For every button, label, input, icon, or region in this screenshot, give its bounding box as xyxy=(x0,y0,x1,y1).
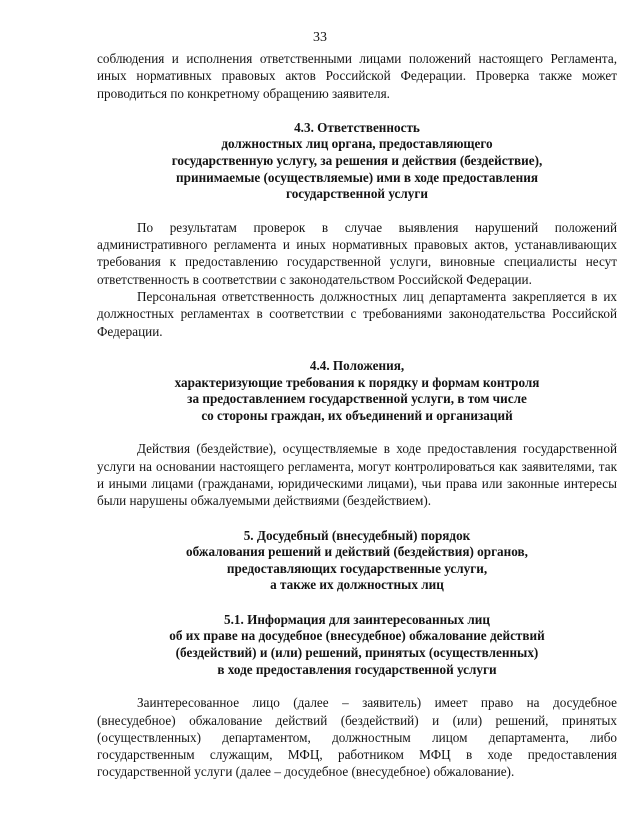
section-4-3-heading xyxy=(97,120,617,203)
heading-line: государственную услугу, за решения и действия (бездействие), xyxy=(171,153,543,169)
heading-line: а также их должностных лиц xyxy=(270,577,444,593)
heading-line: в ходе предоставления государственной услуги xyxy=(217,661,497,677)
heading-line: предоставляющих государственные услуги, xyxy=(226,560,488,576)
heading-line: 4.3. Ответственность xyxy=(294,119,420,135)
heading-line: обжалования решений и действий (бездействия) органов, xyxy=(186,544,528,560)
section-5-heading xyxy=(97,528,617,594)
section-4-4-heading xyxy=(97,358,617,424)
heading-line: (бездействий) и (или) решений, принятых (осуществленных) xyxy=(175,645,539,661)
heading-line: принимаемые (осуществляемые) ими в ходе предоставления xyxy=(176,169,538,185)
section-5-1-paragraph-1: Заинтересованное лицо (далее – заявитель) имеет право на досудебное (внесудебное) обжалование действий (бездействий) и (или) решений, принятых (осуществленных) департаментом, должностным лицом департамента, либо государственным служащим, МФЦ, работником МФЦ в ходе предоставления государственной услуги (далее – досудебное (внесудебное) обжалование). xyxy=(97,695,617,780)
page-number: 33 xyxy=(313,30,327,45)
heading-line: 5. Досудебный (внесудебный) порядок xyxy=(243,527,471,543)
heading-line: характеризующие требования к порядку и формам контроля xyxy=(174,374,540,390)
heading-line: об их праве на досудебное (внесудебное) обжалование действий xyxy=(169,628,545,644)
heading-line: 5.1. Информация для заинтересованных лиц xyxy=(224,611,490,627)
section-4-4-paragraph-1: Действия (бездействие), осуществляемые в ходе предоставления государственной услуги на основании настоящего регламента, могут контролироваться как заявителями, так и иными лицами (гражданами, юридическими лицами), чьи права или законные интересы были нарушены обжалуемыми действиями (бездействием). xyxy=(97,441,617,509)
section-4-3-paragraph-2: Персональная ответственность должностных лиц департамента закрепляется в их должностных регламентах в соответствии с требованиями законодательства Российской Федерации. xyxy=(97,289,617,339)
heading-line: государственной услуги xyxy=(286,186,428,202)
document-body xyxy=(97,50,617,781)
heading-line: должностных лиц органа, предоставляющего xyxy=(221,136,493,152)
section-5-1-heading xyxy=(97,612,617,678)
intro-paragraph: соблюдения и исполнения ответственными лицами положений настоящего Регламента, иных нормативных правовых актов Российской Федерации. Проверка также может проводиться по конкретному обращению заявителя. xyxy=(97,51,617,101)
heading-line: за предоставлением государственной услуги, в том числе xyxy=(187,391,527,407)
heading-line: со стороны граждан, их объединений и организаций xyxy=(201,407,513,423)
heading-line: 4.4. Положения, xyxy=(309,357,405,373)
section-4-3-paragraph-1: По результатам проверок в случае выявления нарушений положений административного регламента и иных нормативных правовых актов, устанавливающих требования к предоставлению государственной услуги, виновные специалисты несут ответственность в соответствии с законодательством Российской Федерации. xyxy=(97,219,617,287)
